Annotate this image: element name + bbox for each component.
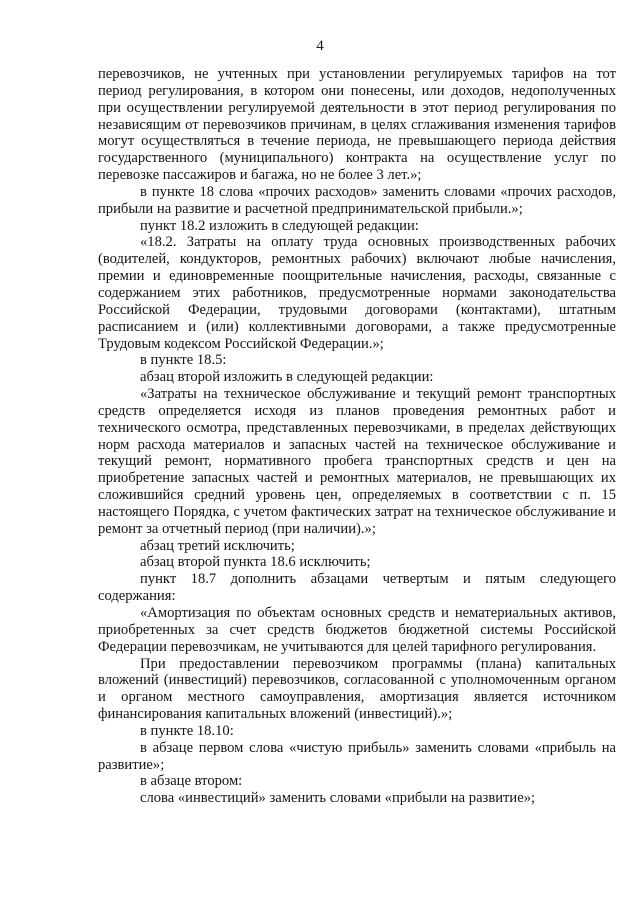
paragraph-18-5-intro: в пункте 18.5: xyxy=(140,352,227,369)
paragraph-amortization: «Амортизация по объектам основных средств и нематериальных активов, приобретенных за счет средств бюджетов бюджетной системы Российской Федерации перевозчикам, не учитываются для целей тарифного регулирования. xyxy=(98,605,616,655)
paragraph-18-10-first: в абзаце первом слова «чистую прибыль» заменить словами «прибыль на развитие»; xyxy=(98,739,616,773)
paragraph-18-2-text: «18.2. Затраты на оплату труда основных производственных рабочих (водителей, кондукторов, ремонтных рабочих) включают любые начисления, премии и единовременные поощрительные начисления, расходы, связанные с содержанием этих работников, предусмотренные нормами законодательства Российской Федерации, трудовыми договорами (контактами), штатным расписанием и (или) коллективными договорами, а также предусмотренные Трудовым кодексом Российской Федерации.»; xyxy=(98,234,616,352)
paragraph-18-10-intro: в пункте 18.10: xyxy=(140,722,234,739)
page-number: 4 xyxy=(316,38,324,54)
paragraph-18-5-text: «Затраты на техническое обслуживание и текущий ремонт транспортных средств определяется исходя из планов проведения ремонтных работ и технического осмотра, представленных перевозчиками, в пределах действующих норм расхода материалов и запасных частей на техническое обслуживание и текущий ремонт, нормативного пробега транспортных средств и цен на приобретение запасных частей и ремонтных материалов, не превышающих их сложившийся средний уровень цен, определяемых в соответствии с п. 15 настоящего Порядка, с учетом фактических затрат на техническое обслуживание и ремонт за отчетный период (при наличии).»; xyxy=(98,386,616,537)
paragraph-18-10-second-text: слова «инвестиций» заменить словами «прибыли на развитие»; xyxy=(140,790,536,807)
document-body xyxy=(98,66,616,807)
paragraph-capital-investments: При предоставлении перевозчиком программы (плана) капитальных вложений (инвестиций) перевозчиков, согласованной с уполномоченным органом и органом местного самоуправления, амортизация является источником финансирования капитальных вложений (инвестиций).»; xyxy=(98,655,616,723)
paragraph-18-5-second-intro: абзац второй изложить в следующей редакции: xyxy=(140,369,434,386)
paragraph-18-10-second-intro: в абзаце втором: xyxy=(140,773,243,790)
paragraph-continuation: перевозчиков, не учтенных при установлении регулируемых тарифов на тот период регулирования, в котором они понесены, или доходов, недополученных при осуществлении регулируемой деятельности в этот период регулирования по независящим от перевозчиков причинам, в целях сглаживания изменения тарифов могут осуществляться в течение периода, не превышающего периода действия государственного (муниципального) контракта на осуществление услуг по перевозке пассажиров и багажа, но не более 3 лет.»; xyxy=(98,66,616,184)
paragraph-18-2-intro: пункт 18.2 изложить в следующей редакции: xyxy=(140,217,419,234)
paragraph-18-7-intro: пункт 18.7 дополнить абзацами четвертым и пятым следующего содержания: xyxy=(98,571,616,605)
paragraph-18-6-excluded: абзац второй пункта 18.6 исключить; xyxy=(140,554,371,571)
paragraph-amendment-18: в пункте 18 слова «прочих расходов» заменить словами «прочих расходов, прибыли на развитие и расчетной предпринимательской прибыли.»; xyxy=(98,183,616,217)
paragraph-third-excluded: абзац третий исключить; xyxy=(140,537,295,554)
